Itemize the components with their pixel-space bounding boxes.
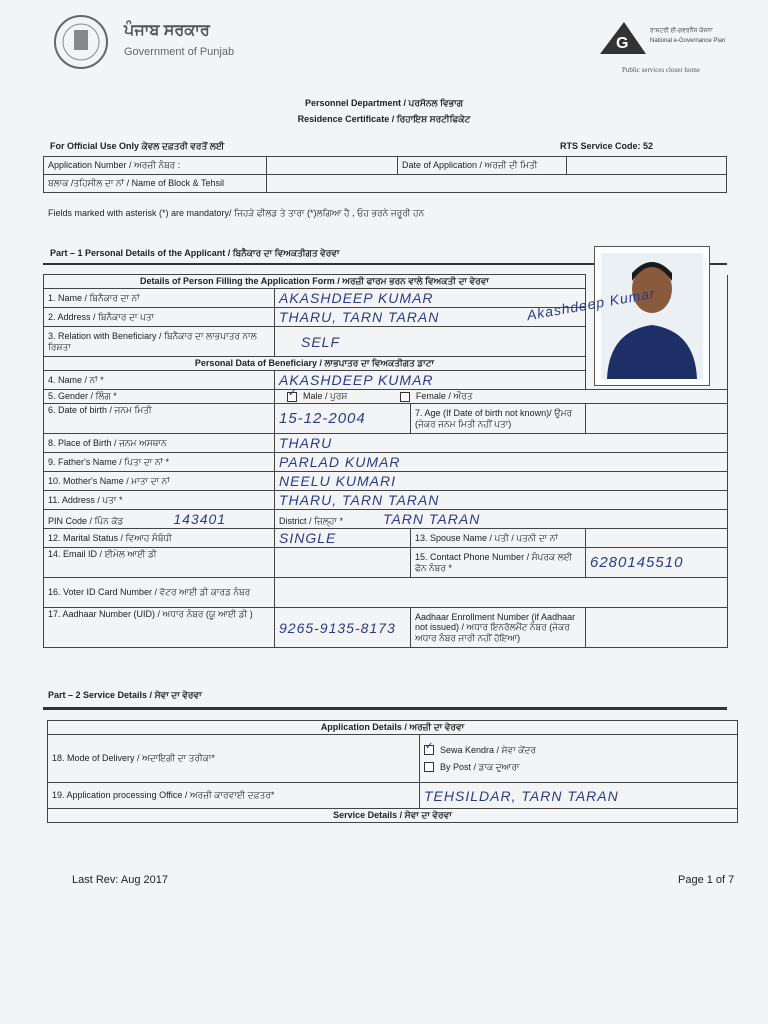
part1-table — [43, 274, 728, 648]
aadhaar-label: 17. Aadhaar Number (UID) / ਅਧਾਰ ਨੰਬਰ (ਯੂ ਆਈ ਡੀ ) — [44, 608, 275, 648]
gov-punjab: Government of Punjab — [124, 46, 235, 58]
mother-value[interactable]: NEELU KUMARI — [275, 472, 728, 491]
part2-rule — [43, 707, 727, 710]
part2-table — [47, 720, 738, 823]
enroll-label: Aadhaar Enrollment Number (if Aadhaar not issued) / ਅਧਾਰ ਇਨਰੋਲਮੈਂਟ ਨੰਬਰ (ਜੇਕਰ ਅਧਾਰ ਨੰਬਰ ਜਾਰੀ ਨਹੀਂ ਹੋਇਆ) — [411, 608, 586, 648]
punjab-title: ਪੰਜਾਬ ਸਰਕਾਰ — [124, 22, 210, 39]
voter-field[interactable] — [275, 578, 728, 608]
mandatory-note: Fields marked with asterisk (*) are mandatory/ ਜਿਹੜੇ ਫੀਲਡ ਤੇ ਤਾਰਾ (*)ਲਗਿਆ ਹੈ , ਓਹ ਭਰਨੇ ਜਰੂਰੀ ਹਨ — [48, 208, 425, 218]
beneficiary-header: Personal Data of Beneficiary / ਲਾਭਪਾਤਰ ਦਾ ਵਿਅਕਤੀਗਤ ਡਾਟਾ — [44, 357, 586, 371]
page-number: Page 1 of 7 — [678, 874, 735, 886]
father-label: 9. Father's Name / ਪਿਤਾ ਦਾ ਨਾਂ * — [44, 453, 275, 472]
office-label: 19. Application processing Office / ਅਰਜ਼ੀ ਕਾਰਵਾਈ ਦਫ਼ਤਰ* — [48, 783, 420, 809]
relation-label: 3. Relation with Beneficiary / ਬਿਨੈਕਾਰ ਦਾ ਲਾਭਪਾਤਰ ਨਾਲ ਰਿਸ਼ਤਾ — [44, 327, 275, 357]
b-name-value[interactable]: AKASHDEEP KUMAR — [275, 371, 586, 390]
dob-value[interactable]: 15-12-2004 — [275, 404, 411, 434]
pob-label: 8. Place of Birth / ਜਨਮ ਅਸਥਾਨ — [44, 434, 275, 453]
age-label: 7. Age (If Date of birth not known)/ ਉਮਰ (ਜੇਕਰ ਜਨਮ ਮਿਤੀ ਨਹੀਂ ਪਤਾ) — [411, 404, 586, 434]
pin-label: PIN Code / ਪਿੰਨ ਕੋਡ — [48, 516, 124, 526]
email-field[interactable] — [275, 548, 411, 578]
post-checkbox[interactable] — [424, 762, 434, 772]
last-rev: Last Rev: Aug 2017 — [72, 874, 169, 886]
office-value[interactable]: TEHSILDAR, TARN TARAN — [420, 783, 738, 809]
voter-label: 16. Voter ID Card Number / ਵੋਟਰ ਆਈ ਡੀ ਕਾਰਡ ਨੰਬਰ — [44, 578, 275, 608]
block-label: ਬਲਾਕ /ਤਹਿਸੀਲ ਦਾ ਨਾਂ / Name of Block & Tehsil — [44, 175, 267, 193]
app-number-label: Application Number / ਅਰਜ਼ੀ ਨੰਬਰ : — [44, 157, 267, 175]
aadhaar-value[interactable]: 9265-9135-8173 — [275, 608, 411, 648]
marital-value[interactable]: SINGLE — [275, 529, 411, 548]
sewa-checkbox[interactable]: ✓ — [424, 745, 434, 755]
relation-value[interactable]: SELF — [275, 327, 586, 357]
father-value[interactable]: PARLAD KUMAR — [275, 453, 728, 472]
addr11-label: 11. Address / ਪਤਾ * — [44, 491, 275, 510]
filler-header: Details of Person Filling the Application Form / ਅਰਜ਼ੀ ਫਾਰਮ ਭਰਨ ਵਾਲੇ ਵਿਅਕਤੀ ਦਾ ਵੇਰਵਾ — [44, 275, 586, 289]
egov-line1: ਰਾਸ਼ਟਰੀ ਈ-ਗਵਰਨੈਂਸ ਯੋਜਨਾ — [650, 28, 713, 34]
phone-label: 15. Contact Phone Number / ਸੰਪਰਕ ਲਈ ਫੋਨ ਨੰਬਰ * — [411, 548, 586, 578]
date-app-field[interactable] — [567, 157, 727, 175]
post-label: By Post / ਡਾਕ ਦੁਆਰਾ — [440, 761, 520, 772]
b-name-label: 4. Name / ਨਾਂ * — [44, 371, 275, 390]
addr11-value[interactable]: THARU, TARN TARAN — [275, 491, 728, 510]
service-details-header: Service Details / ਸੇਵਾ ਦਾ ਵੇਰਵਾ — [48, 809, 738, 823]
official-use-label: For Official Use Only ਕੇਵਲ ਦਫ਼ਤਰੀ ਵਰਤੋਂ ਲਈ — [50, 141, 225, 151]
gender-label: 5. Gender / ਲਿੰਗ * — [44, 390, 275, 404]
name-label: 1. Name / ਬਿਨੈਕਾਰ ਦਾ ਨਾਂ — [44, 289, 275, 308]
date-app-label: Date of Application / ਅਰਜ਼ੀ ਦੀ ਮਿਤੀ — [398, 157, 567, 175]
male-label: Male / ਪੁਰਸ਼ — [303, 391, 348, 401]
svg-text:G: G — [616, 35, 629, 52]
name-value[interactable]: AKASHDEEP KUMAR — [275, 289, 586, 308]
pob-value[interactable]: THARU — [275, 434, 728, 453]
app-number-field[interactable] — [267, 157, 398, 175]
certificate-title: Residence Certificate / ਰਿਹਾਇਸ਼ ਸਰਟੀਫਿਕੇਟ — [297, 114, 471, 124]
sewa-label: Sewa Kendra / ਸੇਵਾ ਕੇਂਦਰ — [440, 744, 536, 755]
age-field[interactable] — [586, 404, 728, 434]
mode-label: 18. Mode of Delivery / ਅਦਾਇਗੀ ਦਾ ਤਰੀਕਾ* — [48, 735, 420, 783]
part2-title: Part – 2 Service Details / ਸੇਵਾ ਦਾ ਵੇਰਵਾ — [48, 690, 202, 700]
spouse-label: 13. Spouse Name / ਪਤੀ / ਪਤਨੀ ਦਾ ਨਾਂ — [411, 529, 586, 548]
email-label: 14. Email ID / ਈਮੇਲ ਆਈ ਡੀ — [44, 548, 275, 578]
female-checkbox[interactable] — [400, 392, 410, 402]
phone-value[interactable]: 6280145510 — [586, 548, 728, 578]
app-details-header: Application Details / ਅਰਜ਼ੀ ਦਾ ਵੇਰਵਾ — [48, 721, 738, 735]
official-table — [43, 156, 727, 193]
rts-code: RTS Service Code: 52 — [560, 141, 654, 151]
egov-logo-icon — [598, 18, 648, 56]
female-label: Female / ਔਰਤ — [415, 391, 473, 401]
address-label: 2. Address / ਬਿਨੈਕਾਰ ਦਾ ਪਤਾ — [44, 308, 275, 327]
department-title: Personnel Department / ਪਰਸੋਨਲ ਵਿਭਾਗ — [304, 98, 463, 108]
district-value[interactable]: TARN TARAN — [382, 511, 481, 527]
district-cell — [275, 510, 728, 529]
part1-title: Part – 1 Personal Details of the Applicant / ਬਿਨੈਕਾਰ ਦਾ ਵਿਅਕਤੀਗਤ ਵੇਰਵਾ — [50, 248, 340, 258]
signature: Akashdeep Kumar — [525, 284, 657, 324]
pin-value[interactable]: 143401 — [173, 511, 227, 527]
punjab-emblem-icon — [52, 12, 110, 76]
enroll-field[interactable] — [586, 608, 728, 648]
dob-label: 6. Date of birth / ਜਨਮ ਮਿਤੀ — [44, 404, 275, 434]
spouse-field[interactable] — [586, 529, 728, 548]
egov-tagline: Public services closer home — [622, 66, 700, 74]
pin-cell — [44, 510, 275, 529]
marital-label: 12. Marital Status / ਵਿਆਹ ਸੰਬੰਧੀ — [44, 529, 275, 548]
mother-label: 10. Mother's Name / ਮਾਤਾ ਦਾ ਨਾਂ — [44, 472, 275, 491]
district-label: District / ਜ਼ਿਲ੍ਹਾ * — [279, 516, 343, 526]
egov-line2: National e-Governance Plan — [650, 38, 726, 44]
block-field[interactable] — [267, 175, 727, 193]
gender-options — [275, 387, 728, 404]
male-checkbox[interactable]: ✓ — [287, 392, 297, 402]
mode-options — [420, 735, 738, 783]
address-value[interactable]: THARU, TARN TARAN — [275, 308, 586, 327]
